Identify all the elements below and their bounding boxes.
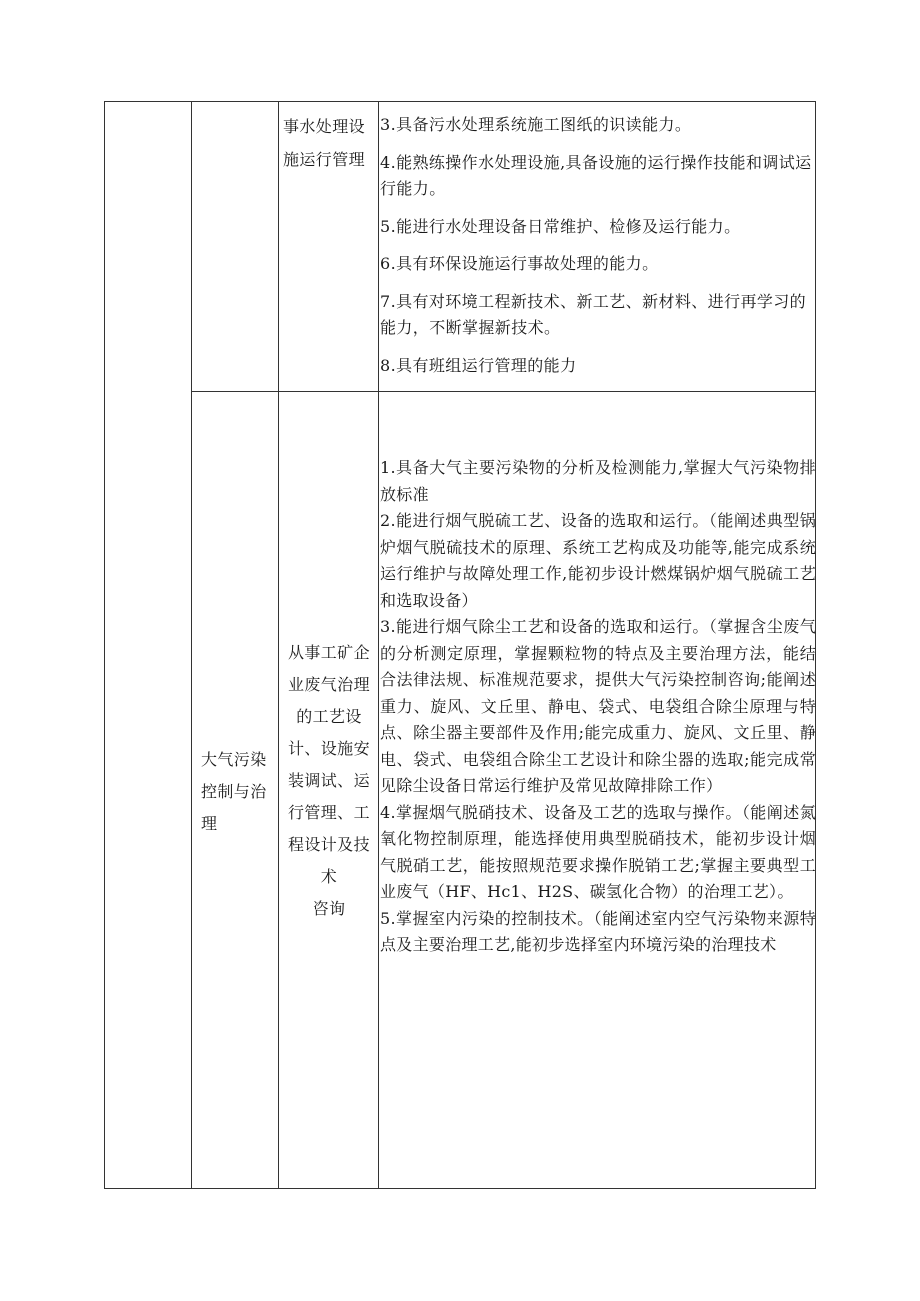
- row2-job-line: 的工艺设: [296, 707, 362, 726]
- ability-item: 3.具备污水处理系统施工图纸的识读能力。: [380, 115, 692, 134]
- row2-job-line: 从事工矿企: [287, 643, 370, 662]
- ability-item: 4.能熟练操作水处理设施,具备设施的运行操作技能和调试运行能力。: [380, 152, 812, 198]
- column-divider-2: [278, 102, 279, 1188]
- column-divider-3: [378, 102, 379, 1188]
- column-divider-1: [191, 102, 192, 1188]
- row1-job-cell: [283, 114, 375, 173]
- row2-job-line: 业废气治理: [287, 675, 370, 694]
- row2-job-line: 行管理、工: [287, 803, 370, 822]
- ability-item: 1.具备大气主要污染物的分析及检测能力,掌握大气污染物排放标准: [380, 458, 816, 504]
- requirements-table: [104, 101, 816, 1189]
- row1-job-line: 施运行管理: [283, 149, 366, 169]
- ability-item: 4.掌握烟气脱硝技术、设备及工艺的选取与操作。（能阐述氮氧化物控制原理，能选择使用典型脱硝技术，能初步设计烟气脱硝工艺，能按照规范要求操作脱销工艺;掌握主要典型工业废气（HF、Hc1、H2S、碳氢化合物）的治理工艺）。: [380, 802, 816, 901]
- row2-job-line: 程设计及技: [287, 835, 370, 854]
- row2-course-line: 大气污染: [201, 750, 267, 769]
- row2-job-line: 装调试、运: [287, 771, 370, 790]
- ability-item: 6.具有环保设施运行事故处理的能力。: [380, 254, 659, 273]
- row1-abilities-cell: [380, 112, 816, 390]
- row2-course-cell: [201, 744, 275, 840]
- row2-course-line: 理: [201, 814, 218, 833]
- ability-item: 8.具有班组运行管理的能力: [380, 355, 577, 375]
- row2-job-cell: [281, 637, 377, 925]
- ability-item: 3.能进行烟气除尘工艺和设备的选取和运行。（掌握含尘废气的分析测定原理，掌握颗粒物的特点及主要治理方法，能结合法律法规、标准规范要求，提供大气污染控制咨询;能阐述重力、旋风、文丘里、静电、袋式、电袋组合除尘原理与特点、除尘器主要部件及作用;能完成重力、旋风、文丘里、静电、袋式、电袋组合除尘工艺设计和除尘器的选取;能完成常见除尘设备日常运行维护及常见故障排除工作）: [380, 617, 816, 795]
- ability-item: 2.能进行烟气脱硫工艺、设备的选取和运行。（能阐述典型锅炉烟气脱硫技术的原理、系统工艺构成及功能等,能完成系统运行维护与故障处理工作,能初步设计燃煤锅炉烟气脱硫工艺和选取设备）: [380, 511, 816, 610]
- row2-course-line: 控制与治: [201, 782, 267, 801]
- ability-item: 5.能进行水处理设备日常维护、检修及运行能力。: [380, 216, 741, 236]
- row-divider: [191, 391, 815, 392]
- row2-job-line: 咨询: [312, 899, 346, 918]
- row2-job-line: 计、设施安: [287, 739, 370, 758]
- row1-job-line: 事水处理设: [283, 117, 366, 136]
- ability-item: 5.掌握室内污染的控制技术。（能阐述室内空气污染物来源特点及主要治理工艺,能初步选择室内环境污染的治理技术: [380, 908, 816, 954]
- ability-item: 7.具有对环境工程新技术、新工艺、新材料、进行再学习的能力，不断掌握新技术。: [380, 291, 807, 337]
- row2-job-line: 术: [320, 867, 338, 886]
- row2-abilities-cell: [380, 455, 816, 959]
